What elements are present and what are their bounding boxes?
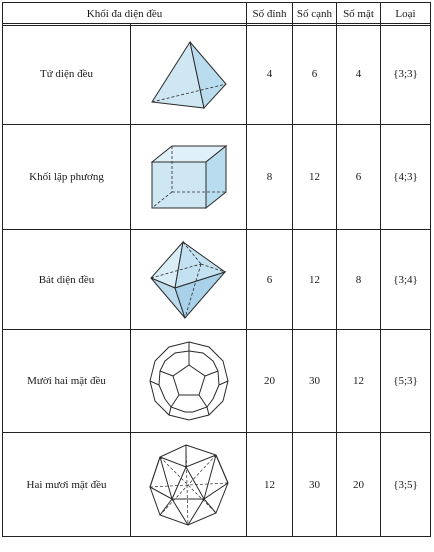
table-row (3, 230, 431, 330)
header-faces: Số mặt (337, 3, 381, 26)
row-type: {3;3} (381, 24, 431, 125)
figure-cell (131, 330, 247, 433)
tetrahedron-icon (146, 36, 232, 112)
header-type: Loại (381, 3, 431, 26)
octahedron-icon (141, 238, 237, 322)
table-row (3, 125, 431, 230)
row-edges: 12 (293, 125, 337, 230)
row-faces: 12 (337, 330, 381, 433)
row-name: Hai mươi mặt đều (3, 433, 131, 537)
row-name: Mười hai mặt đều (3, 330, 131, 433)
row-edges: 12 (293, 230, 337, 330)
row-edges: 30 (293, 433, 337, 537)
table-row (3, 24, 431, 125)
row-faces: 20 (337, 433, 381, 537)
figure-cell (131, 433, 247, 537)
row-type: {4;3} (381, 125, 431, 230)
row-name: Khối lập phương (3, 125, 131, 230)
figure-cell (131, 125, 247, 230)
header-edges: Số cạnh (293, 3, 337, 26)
row-vertices: 4 (247, 24, 293, 125)
table-row (3, 330, 431, 433)
header-name: Khối đa diện đều (3, 3, 247, 26)
row-faces: 6 (337, 125, 381, 230)
row-edges: 6 (293, 24, 337, 125)
table-row (3, 433, 431, 537)
row-vertices: 8 (247, 125, 293, 230)
row-faces: 8 (337, 230, 381, 330)
row-type: {5;3} (381, 330, 431, 433)
row-name: Bát diện đều (3, 230, 131, 330)
figure-cell (131, 24, 247, 125)
table-body (2, 23, 431, 537)
icosahedron-icon (146, 441, 232, 529)
figure-cell (131, 230, 247, 330)
row-vertices: 20 (247, 330, 293, 433)
header-vertices: Số đỉnh (247, 3, 293, 26)
row-vertices: 12 (247, 433, 293, 537)
row-vertices: 6 (247, 230, 293, 330)
cube-icon (144, 142, 234, 212)
dodecahedron-icon (147, 339, 231, 423)
row-name: Tứ diện đều (3, 24, 131, 125)
row-type: {3;5} (381, 433, 431, 537)
row-edges: 30 (293, 330, 337, 433)
row-type: {3;4} (381, 230, 431, 330)
row-faces: 4 (337, 24, 381, 125)
